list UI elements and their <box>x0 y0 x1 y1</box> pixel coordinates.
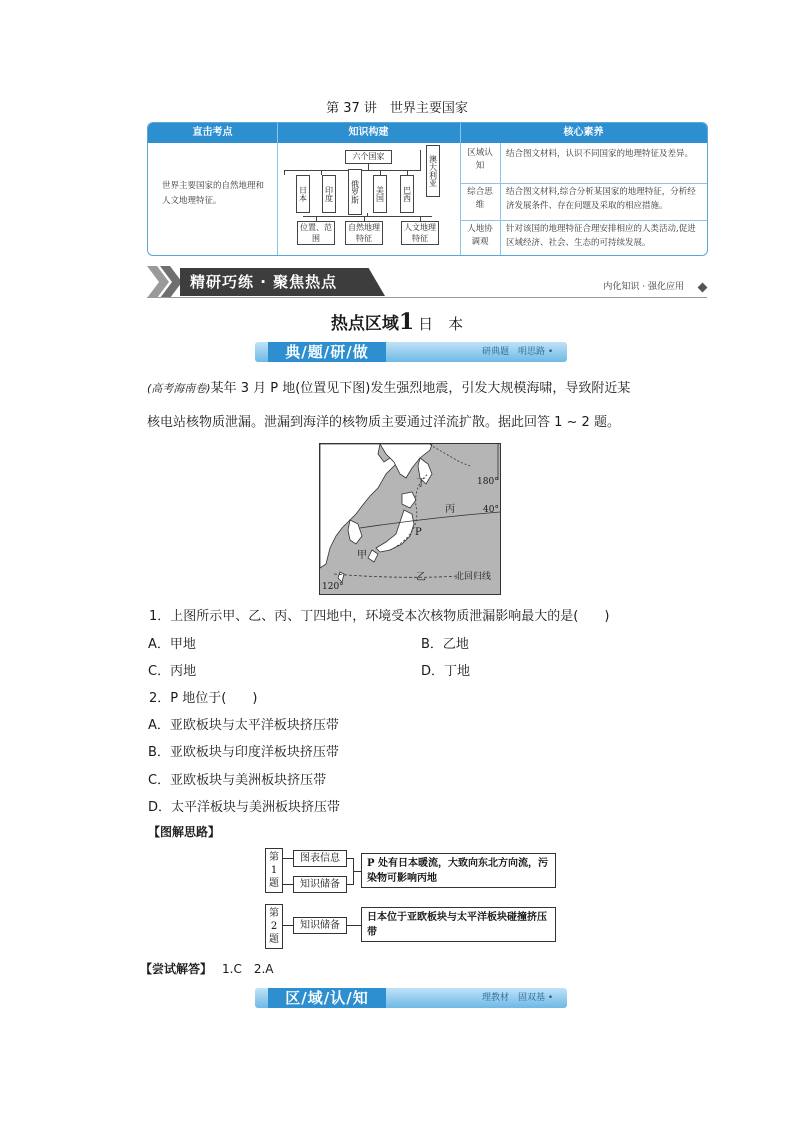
thinking-heading: 【图解思路】 <box>148 825 221 839</box>
question-intro-line1 <box>147 377 630 396</box>
overview-header-row <box>148 123 707 143</box>
thinking-q1-tag: 第1题 <box>265 848 283 893</box>
banner-title: 精研巧练 · 聚焦热点 <box>190 273 338 291</box>
pill-label-2: 区/域/认/知 <box>268 988 386 1008</box>
answer-heading: 【尝试解答】 <box>140 962 213 976</box>
diamond-icon <box>698 283 708 293</box>
tree-country-russia: 俄罗斯 <box>348 169 362 215</box>
map-label-180: 180° <box>477 477 499 487</box>
section-prefix: 热点区域 <box>330 314 399 334</box>
q1-option-b: B．乙地 <box>421 637 469 652</box>
tree-country-usa: 美国 <box>373 175 387 213</box>
tree-aspect-human: 人文地理特征 <box>401 221 439 245</box>
literacy-desc-3: 针对该国的地理特征合理安排相应的人类活动,促进区域经济、社会、生态的可持续发展。 <box>506 224 696 248</box>
question-source: (高考海南卷) <box>147 382 211 395</box>
thinking-q1-result: P 处有日本暖流，大致向东北方向流，污染物可影响丙地 <box>361 853 556 888</box>
section-heading <box>0 309 794 335</box>
japan-map <box>319 443 501 595</box>
map-label-120: 120° <box>322 582 344 592</box>
tree-aspect-location: 位置、范围 <box>297 221 335 245</box>
q2-stem: 2．P 地位于( ) <box>149 691 258 706</box>
pill-label-1: 典/题/研/做 <box>268 342 386 362</box>
literacy-desc-2: 结合图文材料,综合分析某国家的地理特征，分析经济发展条件、存在问题及采取的相应措施。 <box>506 187 696 211</box>
literacy-name-2: 综合思维 <box>467 187 493 210</box>
tree-country-india: 印度 <box>322 175 336 213</box>
lecture-title: 第 37 讲 世界主要国家 <box>326 101 468 116</box>
q1-option-c: C．丙地 <box>148 664 197 679</box>
q2-option-c: C．亚欧板块与美洲板块挤压带 <box>148 773 327 788</box>
tree-root: 六个国家 <box>345 150 392 164</box>
question-intro-line2: 核电站核物质泄漏。泄漏到海洋的核物质主要通过洋流扩散。据此回答 1 ~ 2 题。 <box>147 415 620 430</box>
map-label-yi: 乙 <box>416 572 426 583</box>
thinking-q1-box-1: 图表信息 <box>293 850 347 867</box>
banner-subtitle: 内化知识 · 强化应用 <box>603 282 684 292</box>
map-label-bing: 丙 <box>445 504 455 515</box>
tree-country-japan: 日本 <box>296 175 310 213</box>
thinking-q1-box-2: 知识储备 <box>293 876 347 893</box>
overview-table <box>147 122 708 256</box>
thinking-q2-box: 知识储备 <box>293 917 347 934</box>
pill-right-1: 研典题 明思路 • <box>482 347 554 357</box>
intro-text-1: 某年 3 月 P 地(位置见下图)发生强烈地震，引发大规模海啸，导致附近某 <box>210 381 631 396</box>
map-label-tropic: 北回归线 <box>455 572 492 582</box>
section-number: 1 <box>398 309 415 335</box>
q1-option-a: A．甲地 <box>148 637 196 652</box>
tree-country-australia: 澳大利亚 <box>426 145 440 197</box>
literacy-desc-1: 结合图文材料，认识不同国家的地理特征及差异。 <box>506 149 694 159</box>
header-knowledge: 知识构建 <box>348 127 389 138</box>
header-exam-point: 直击考点 <box>192 127 233 138</box>
map-label-p: P <box>415 527 422 538</box>
map-label-ding: 丁 <box>416 478 426 489</box>
thinking-q2-result: 日本位于亚欧板块与太平洋板块碰撞挤压带 <box>361 907 556 942</box>
section-place: 日 本 <box>418 315 464 333</box>
literacy-name-3: 人地协调观 <box>467 224 493 247</box>
q2-option-d: D．太平洋板块与美洲板块挤压带 <box>148 800 341 815</box>
banner-underline <box>147 297 707 298</box>
thinking-q2-tag: 第2题 <box>265 904 283 949</box>
pill-right-2: 理教材 固双基 • <box>482 993 554 1003</box>
tree-country-brazil: 巴西 <box>400 175 414 213</box>
literacy-name-1: 区域认知 <box>467 148 493 171</box>
q2-option-b: B．亚欧板块与印度洋板块挤压带 <box>148 745 339 760</box>
tree-aspect-natural: 自然地理特征 <box>345 221 383 245</box>
answer-text: 1.C 2.A <box>222 962 274 976</box>
q1-option-d: D．丁地 <box>421 664 471 679</box>
exam-point-text: 世界主要国家的自然地理和人文地理特征。 <box>162 181 265 206</box>
map-label-40: 40° <box>483 505 499 515</box>
q1-stem: 1．上图所示甲、乙、丙、丁四地中，环境受本次核物质泄漏影响最大的是( ) <box>149 609 610 624</box>
answer-line <box>140 960 274 977</box>
map-label-jia: 甲 <box>357 550 367 561</box>
q2-option-a: A．亚欧板块与太平洋板块挤压带 <box>148 718 339 733</box>
header-literacy: 核心素养 <box>563 127 604 138</box>
